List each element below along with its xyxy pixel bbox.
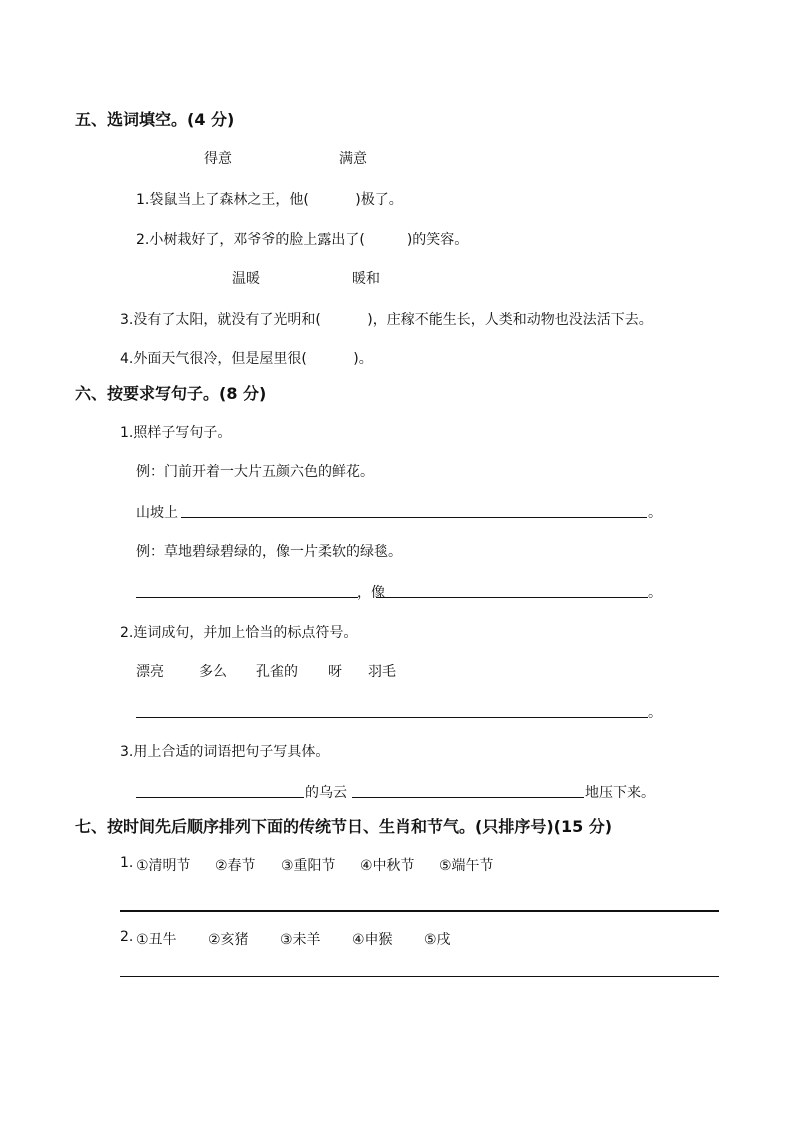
sequence-item: ②春节 xyxy=(215,858,256,874)
question-text: 3.没有了太阳，就没有了光明和( )，庄稼不能生长，人类和动物也没法活下去。 xyxy=(120,312,653,328)
question-text: 2.小树栽好了，邓爷爷的脸上露出了( )的笑容。 xyxy=(136,232,469,248)
question-number: 1. xyxy=(120,855,134,871)
section5-heading: 五、选词填空。(4 分) xyxy=(75,110,235,129)
sequence-item: ⑤端午节 xyxy=(439,858,494,874)
sequence-item: ③重阳节 xyxy=(281,858,336,874)
answer-line[interactable] xyxy=(120,976,719,977)
example-sentence: 例：门前开着一大片五颜六色的鲜花。 xyxy=(136,464,374,480)
answer-text: 的乌云 xyxy=(305,785,347,801)
answer-prefix: 山坡上 xyxy=(136,505,178,521)
example-sentence: 例：草地碧绿碧绿的，像一片柔软的绿毯。 xyxy=(136,544,402,560)
sequence-item: ①清明节 xyxy=(136,858,191,874)
question-number: 2. xyxy=(120,929,134,945)
answer-line[interactable] xyxy=(376,597,648,598)
answer-line[interactable] xyxy=(136,717,648,718)
word-option: 满意 xyxy=(339,151,367,167)
question-title: 2.连词成句，并加上恰当的标点符号。 xyxy=(120,625,358,641)
sequence-item: ④申猴 xyxy=(352,932,393,948)
scrambled-word: 多么 xyxy=(199,664,227,680)
answer-line[interactable] xyxy=(120,910,719,912)
answer-suffix: 。 xyxy=(648,705,662,721)
sequence-item: ②亥猪 xyxy=(208,932,249,948)
answer-line[interactable] xyxy=(136,597,358,598)
sequence-item: ④中秋节 xyxy=(360,858,415,874)
question-text: 1.袋鼠当上了森林之王，他( )极了。 xyxy=(136,192,403,208)
section7-heading: 七、按时间先后顺序排列下面的传统节日、生肖和节气。(只排序号)(15 分) xyxy=(75,817,613,836)
answer-suffix: 地压下来。 xyxy=(585,785,655,801)
answer-line[interactable] xyxy=(181,517,647,518)
scrambled-word: 漂亮 xyxy=(136,664,164,680)
question-text: 4.外面天气很冷，但是屋里很( )。 xyxy=(120,351,373,367)
word-option: 温暖 xyxy=(232,271,260,287)
answer-line[interactable] xyxy=(352,797,584,798)
scrambled-word: 孔雀的 xyxy=(256,664,298,680)
answer-suffix: 。 xyxy=(648,505,662,521)
sequence-item: ⑤戌 xyxy=(424,932,451,948)
word-option: 得意 xyxy=(204,151,232,167)
answer-text: ，像 xyxy=(357,585,385,601)
sequence-item: ③未羊 xyxy=(280,932,321,948)
scrambled-word: 羽毛 xyxy=(368,664,396,680)
answer-suffix: 。 xyxy=(648,585,662,601)
question-title: 3.用上合适的词语把句子写具体。 xyxy=(120,744,330,760)
scrambled-word: 呀 xyxy=(328,664,342,680)
sequence-item: ①丑牛 xyxy=(136,932,177,948)
answer-line[interactable] xyxy=(136,797,304,798)
word-option: 暖和 xyxy=(352,271,380,287)
section6-heading: 六、按要求写句子。(8 分) xyxy=(75,384,267,403)
question-title: 1.照样子写句子。 xyxy=(120,425,232,441)
